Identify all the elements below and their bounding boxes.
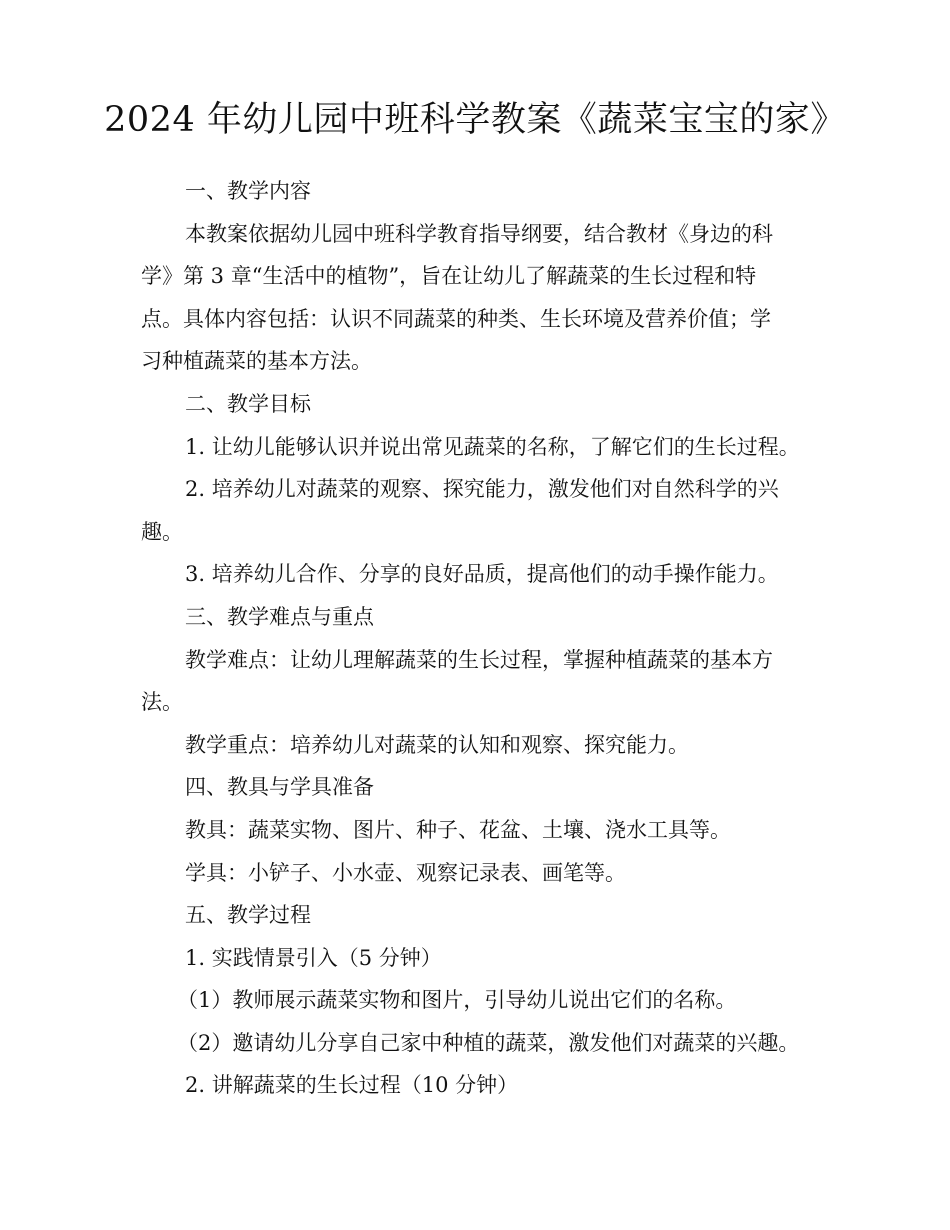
paragraph-line: 学》第 3 章“生活中的植物”，旨在让幼儿了解蔬菜的生长过程和特 <box>141 264 757 289</box>
paragraph-line: 学具：小铲子、小水壶、观察记录表、画笔等。 <box>185 860 626 885</box>
section-heading-difficulties: 三、教学难点与重点 <box>185 604 374 629</box>
paragraph-line: 教学难点：让幼儿理解蔬菜的生长过程，掌握种植蔬菜的基本方 <box>185 647 773 672</box>
list-item: 1. 实践情景引入（5 分钟） <box>185 945 442 970</box>
paragraph-line: 教学重点：培养幼儿对蔬菜的认知和观察、探究能力。 <box>185 732 689 757</box>
list-item: 2. 培养幼儿对蔬菜的观察、探究能力，激发他们对自然科学的兴 <box>185 477 779 502</box>
paragraph-line: 习种植蔬菜的基本方法。 <box>141 349 372 374</box>
section-heading-materials: 四、教具与学具准备 <box>185 775 374 800</box>
list-item: 2. 讲解蔬菜的生长过程（10 分钟） <box>185 1073 519 1098</box>
list-item: （2）邀请幼儿分享自己家中种植的蔬菜，激发他们对蔬菜的兴趣。 <box>177 1030 800 1055</box>
document-body <box>141 170 831 1107</box>
paragraph-line: 法。 <box>141 690 183 715</box>
list-item: （1）教师展示蔬菜实物和图片，引导幼儿说出它们的名称。 <box>177 988 737 1013</box>
section-heading-teaching-content: 一、教学内容 <box>185 179 311 203</box>
paragraph-line: 教具：蔬菜实物、图片、种子、花盆、土壤、浇水工具等。 <box>185 817 731 842</box>
paragraph-line: 趣。 <box>141 519 183 544</box>
document-title: 2024 年幼儿园中班科学教案《蔬菜宝宝的家》 <box>104 100 846 140</box>
section-heading-process: 五、教学过程 <box>185 903 311 928</box>
paragraph-line: 本教案依据幼儿园中班科学教育指导纲要，结合教材《身边的科 <box>185 221 773 246</box>
list-item: 1. 让幼儿能够认识并说出常见蔬菜的名称，了解它们的生长过程。 <box>185 434 800 459</box>
list-item: 3. 培养幼儿合作、分享的良好品质，提高他们的动手操作能力。 <box>185 562 779 587</box>
section-heading-teaching-goals: 二、教学目标 <box>185 391 311 416</box>
paragraph-line: 点。具体内容包括：认识不同蔬菜的种类、生长环境及营养价值；学 <box>141 306 771 331</box>
